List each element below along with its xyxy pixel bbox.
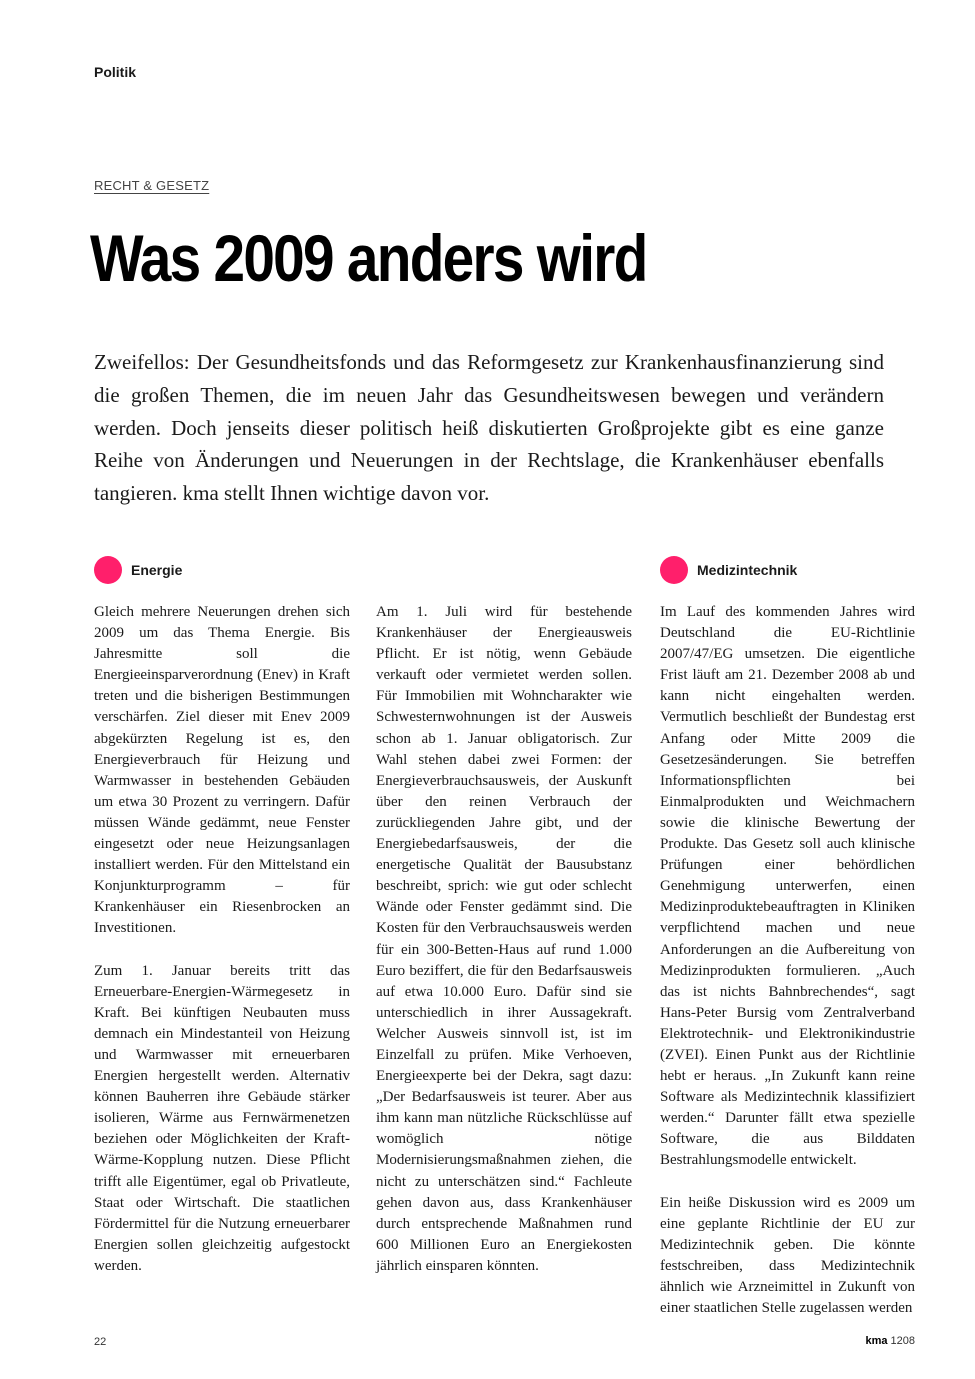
- body-paragraph: Zum 1. Januar bereits tritt das Erneuerbare-Energien-Wärmegesetz in Kraft. Bei künftigen Neubauten muss demnach ein Mindestanteil von Heizung und Warmwasser mit erneuerbaren Energien hergestellt werden. Alternativ können Bauherren ihre Gebäude stärker isolieren, Wärme aus Fernwärmenetzen beziehen oder Möglichkeiten der Kraft-Wärme-Kopplung nutzen. Diese Pflicht trifft alle Eigentümer, egal ob Privatleute, Staat oder Wirtschaft. Die staatlichen Fördermittel für die Nutzung erneuerbarer Energien sollen gleichzeitig aufgestockt werden.: [94, 962, 350, 1274]
- article-kicker: RECHT & GESETZ: [94, 178, 210, 193]
- section-label: Politik: [94, 64, 137, 80]
- page-number: 22: [94, 1336, 107, 1348]
- magazine-brand: kma: [865, 1335, 888, 1347]
- text-column-1: [94, 602, 350, 1277]
- rubric-label: Medizintechnik: [697, 562, 798, 578]
- article-lead: Zweifellos: Der Gesundheitsfonds und das Reformgesetz zur Krankenhausfinanzierung sind die großen Themen, die im neuen Jahr das Gesundheitswesen bewegen und verändern werden. Doch jenseits dieser politisch heiß diskutierten Großprojekte gibt es eine ganze Reihe von Änderungen und Neuerungen in der Rechtslage, die Krankenhäuser ebenfalls tangieren. kma stellt Ihnen wichtige davon vor.: [94, 350, 884, 506]
- body-paragraph: Gleich mehrere Neuerungen drehen sich 2009 um das Thema Energie. Bis Jahresmitte soll die Energieeinsparverordnung (Enev) in Kraft treten und die bisherigen Bestimmungen verschärfen. Ziel dieser mit Enev 2009 abgekürzten Regelung ist es, den Energieverbrauch für Heizung und Warmwasser in bestehenden Gebäuden um etwa 30 Prozent zu verringern. Dafür müssen Wände gedämmt, neue Fenster eingesetzt oder neue Heizungsanlagen installiert werden. Für den Mittelstand ein Konjunkturprogramm – für Krankenhäuser ein Riesenbrocken an Investitionen.: [94, 604, 350, 937]
- body-paragraph: Ein heiße Diskussion wird es 2009 um eine geplante Richtlinie der EU zur Medizintechnik geben. Die könnte festschreiben, dass Medizintechnik ähnlich wie Arzneimittel in Zukunft von einer staatlichen Stelle zugelassen werden: [660, 1194, 915, 1317]
- rubric-dot-icon: [660, 556, 688, 584]
- footer-issue: [865, 1335, 915, 1347]
- article-headline: Was 2009 anders wird: [90, 221, 647, 295]
- rubric-energie: [94, 556, 182, 584]
- text-column-3: [660, 602, 915, 1319]
- rubric-label: Energie: [131, 562, 183, 578]
- body-paragraph: Am 1. Juli wird für bestehende Krankenhäuser der Energieausweis Pflicht. Er ist nötig, wenn Gebäude verkauft oder vermietet werden sollen. Für Immobilien mit Wohncharakter wie Schwesternwohnungen ist der Ausweis schon ab 1. Januar obligatorisch. Zur Wahl stehen dabei zwei Formen: der Energieverbrauchsausweis, der Auskunft über den reinen Verbrauch der zurückliegenden Jahre gibt, und der Energiebedarfsausweis, der die energetische Qualität der Bausubstanz beschreibt, sprich: wie gut oder schlecht Wände oder Fenster gedämmt sind. Die Kosten für den Verbrauchsausweis werden für ein 300-Betten-Haus auf rund 1.000 Euro beziffert, die für den Bedarfsausweis auf etwa 10.000 Euro. Dafür sind sie unterschiedlich in ihrer Aussagekraft. Welcher Ausweis sinnvoll ist, ist im Einzelfall zu prüfen. Mike Verhoeven, Energieexperte bei der Dekra, sagt dazu: „Der Bedarfsausweis ist teurer. Aber aus ihm kann man nützliche Rückschlüsse auf womöglich nötige Modernisierungsmaßnahmen ziehen, die nicht zu unterschätzen sind.“ Fachleute gehen davon aus, dass Krankenhäuser durch entsprechende Maßnahmen rund 600 Millionen Euro an Energiekosten jährlich einsparen könnten.: [376, 604, 632, 1274]
- issue-number: 1208: [890, 1335, 915, 1347]
- body-paragraph: Im Lauf des kommenden Jahres wird Deutschland die EU-Richtlinie 2007/47/EG umsetzen. Die eigentliche Frist läuft am 21. Dezember 2008 ab und kann nicht eingehalten werden. Vermutlich beschließt der Bundestag erst Anfang oder Mitte 2009 die Gesetzesänderungen. Sie betreffen Informationspflichten bei Einmalprodukten und Weichmachern sowie die klinische Bewertung der Produkte. Das Gesetz soll auch klinische Prüfungen einer behördlichen Genehmigung unterwerfen, einen Medizinproduktebeauftragten in Kliniken verpflichtend machen und neue Anforderungen an die Aufbereitung von Medizinprodukten formulieren. „Auch das ist nichts Bahnbrechendes“, sagt Hans-Peter Bursig vom Zentralverband Elektrotechnik- und Elektronikindustrie (ZVEI). Einen Punkt aus der Richtlinie hebt er heraus. „In Zukunft kann reine Software als Medizintechnik klassifiziert werden.“ Darunter fällt etwa spezielle Software, die aus Bilddaten Bestrahlungsmodelle entwickelt.: [660, 604, 915, 1169]
- rubric-medizintechnik: [660, 556, 797, 584]
- text-column-2: [376, 602, 632, 1277]
- rubric-dot-icon: [94, 556, 122, 584]
